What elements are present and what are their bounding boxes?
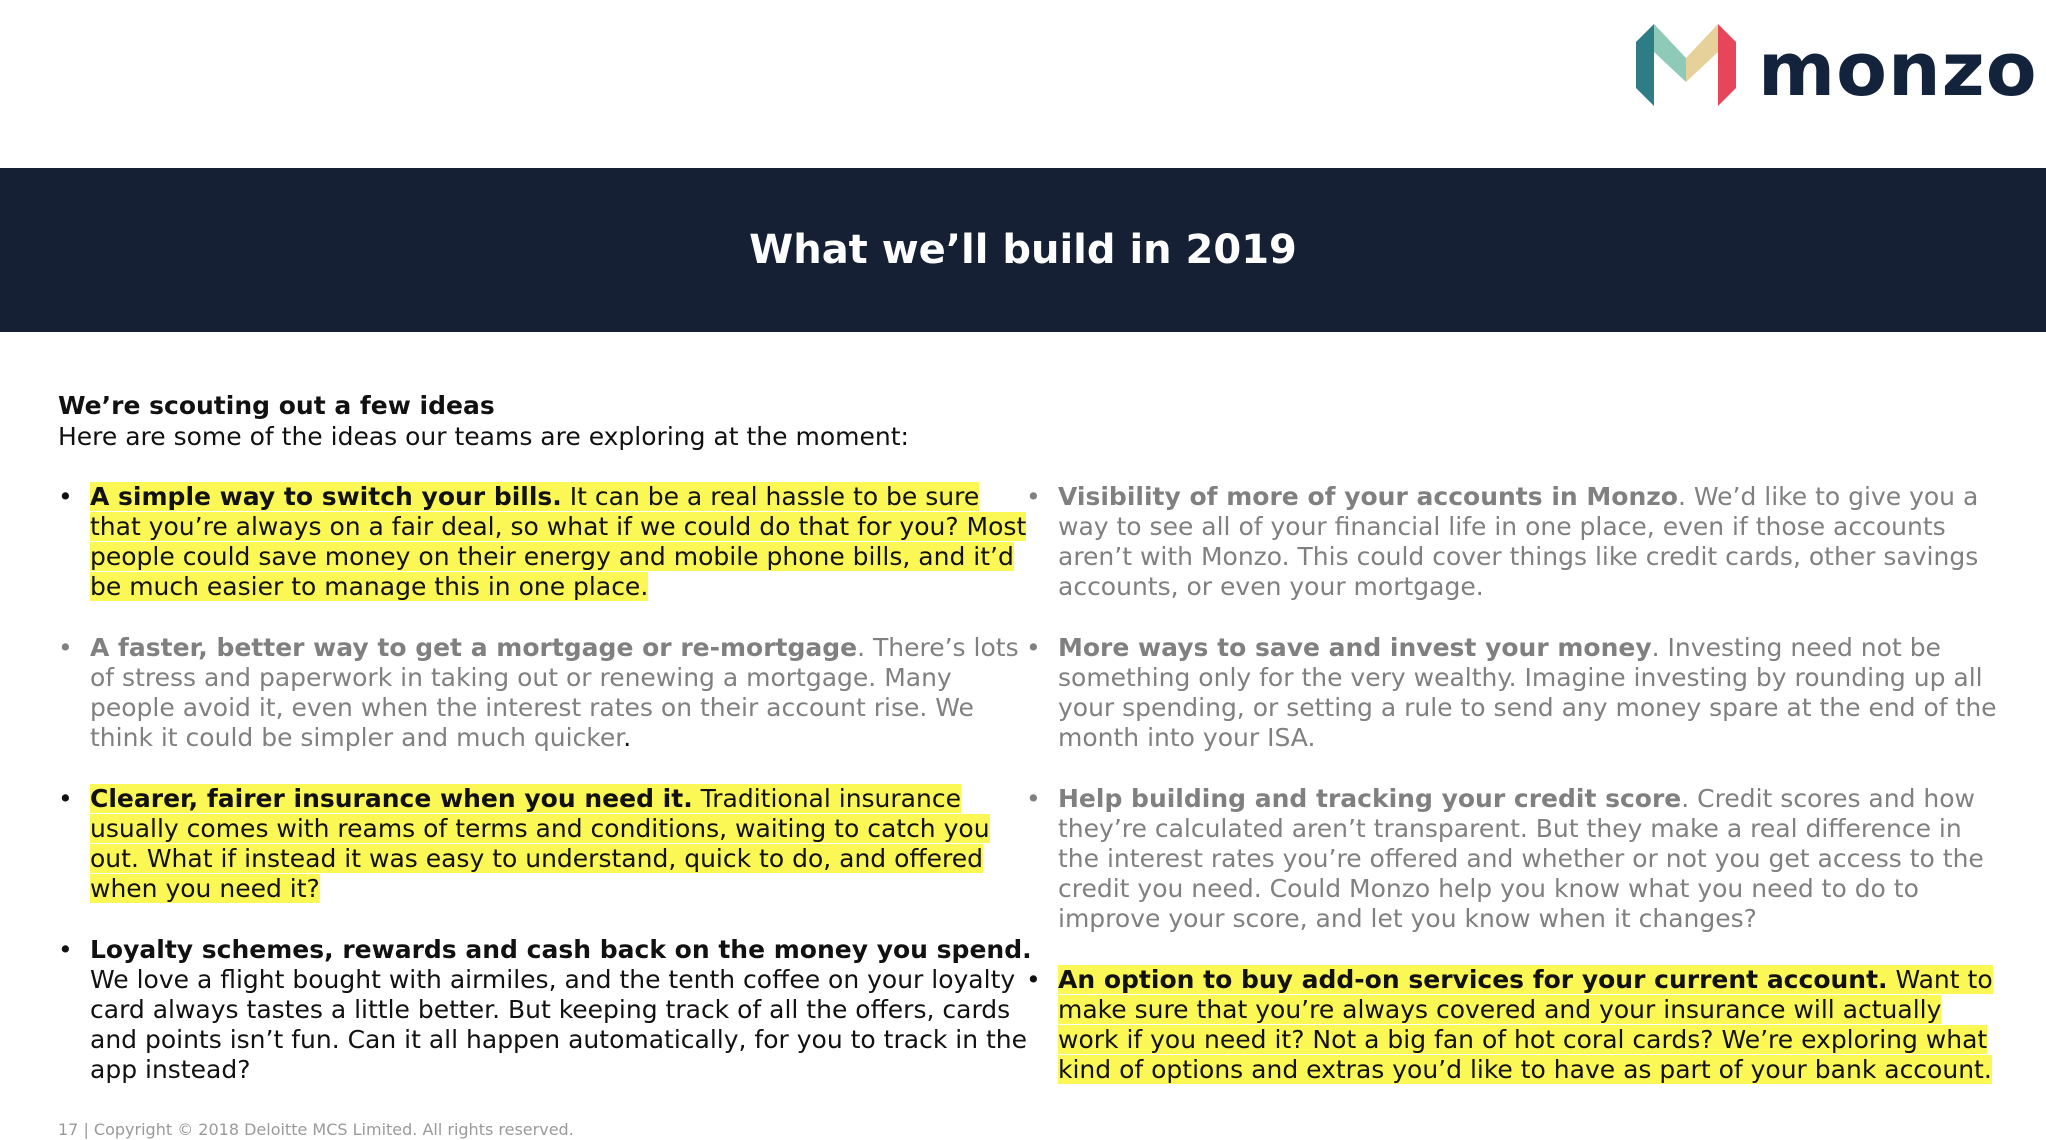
idea-item-account-visibility <box>1026 482 2001 602</box>
logo-wordmark: monzo <box>1758 27 2038 113</box>
page-title: What we’ll build in 2019 <box>749 227 1297 273</box>
idea-body: . Investing need not be something only for the very wealthy. Imagine investing by rounding up all your spending, or setting a rule to send any money spare at the end of the month into your ISA. <box>1058 633 1997 752</box>
idea-title: Visibility of more of your accounts in Monzo <box>1058 482 1678 511</box>
bullet-icon: • <box>58 633 73 662</box>
idea-title: An option to buy add-on services for your current account. <box>1058 965 1888 994</box>
idea-body: Traditional insurance usually comes with reams of terms and conditions, waiting to catch you out. What if instead it was easy to understand, quick to do, and offered when you need it? <box>90 784 990 903</box>
idea-item-switch-bills <box>58 482 1033 602</box>
intro-heading: We’re scouting out a few ideas <box>58 391 495 420</box>
bullet-icon: • <box>1026 965 1041 994</box>
idea-body: Want to make sure that you’re always covered and your insurance will actually work if you need it? Not a big fan of hot coral cards? We’re exploring what kind of options and extras you’d like to have as part of your bank account. <box>1058 965 1993 1084</box>
idea-body: . Credit scores and how they’re calculated aren’t transparent. But they make a real difference in the interest rates you’re offered and whether or not you get access to the credit you need. Could Monzo help you know what you need to do to improve your score, and let you know when it changes? <box>1058 784 1984 933</box>
title-banner <box>0 168 2046 332</box>
idea-body: . There’s lots of stress and paperwork in taking out or renewing a mortgage. Many people avoid it, even when the interest rates on their account rise. We think it could be simpler and much quicker <box>90 633 1019 752</box>
idea-body: . We’d like to give you a way to see all of your financial life in one place, even if those accounts aren’t with Monzo. This could cover things like credit cards, other savings accounts, or even your mortgage. <box>1058 482 1979 601</box>
idea-item-save-invest <box>1026 633 2001 753</box>
bullet-icon: • <box>58 935 73 964</box>
left-column <box>58 482 1033 1085</box>
idea-title: More ways to save and invest your money <box>1058 633 1652 662</box>
idea-title: Clearer, fairer insurance when you need it. <box>90 784 693 813</box>
monzo-logo <box>1636 24 2038 116</box>
bullet-icon: • <box>1026 482 1041 511</box>
idea-body: It can be a real hassle to be sure that you’re always on a fair deal, so what if we could do that for you? Most people could save money on their energy and mobile phone bills, and it’d be much easier to manage this in one place. <box>90 482 1027 601</box>
bullet-icon: • <box>58 784 73 813</box>
idea-title: Help building and tracking your credit score <box>1058 784 1682 813</box>
bullet-icon: • <box>1026 784 1041 813</box>
right-column <box>1026 482 2001 1085</box>
idea-item-mortgage <box>58 633 1033 753</box>
idea-item-add-on-services <box>1026 965 2001 1085</box>
idea-title: Loyalty schemes, rewards and cash back on the money you spend. <box>90 935 1032 964</box>
idea-item-insurance <box>58 784 1033 904</box>
idea-title: A simple way to switch your bills. <box>90 482 562 511</box>
idea-body: We love a flight bought with airmiles, and the tenth coffee on your loyalty card always tastes a little better. But keeping track of all the offers, cards and points isn’t fun. Can it all happen automatically, for you to track in the app instead? <box>90 965 1028 1084</box>
monzo-m-icon <box>1636 24 1736 116</box>
bullet-icon: • <box>1026 633 1041 662</box>
idea-item-credit-score <box>1026 784 2001 934</box>
idea-tail: . <box>623 723 632 752</box>
intro-subheading: Here are some of the ideas our teams are exploring at the moment: <box>58 422 909 451</box>
copyright-footer: 17 | Copyright © 2018 Deloitte MCS Limited. All rights reserved. <box>58 1120 574 1139</box>
idea-title: A faster, better way to get a mortgage or re-mortgage <box>90 633 858 662</box>
idea-item-loyalty <box>58 935 1033 1085</box>
bullet-icon: • <box>58 482 73 511</box>
intro-section <box>58 390 909 452</box>
